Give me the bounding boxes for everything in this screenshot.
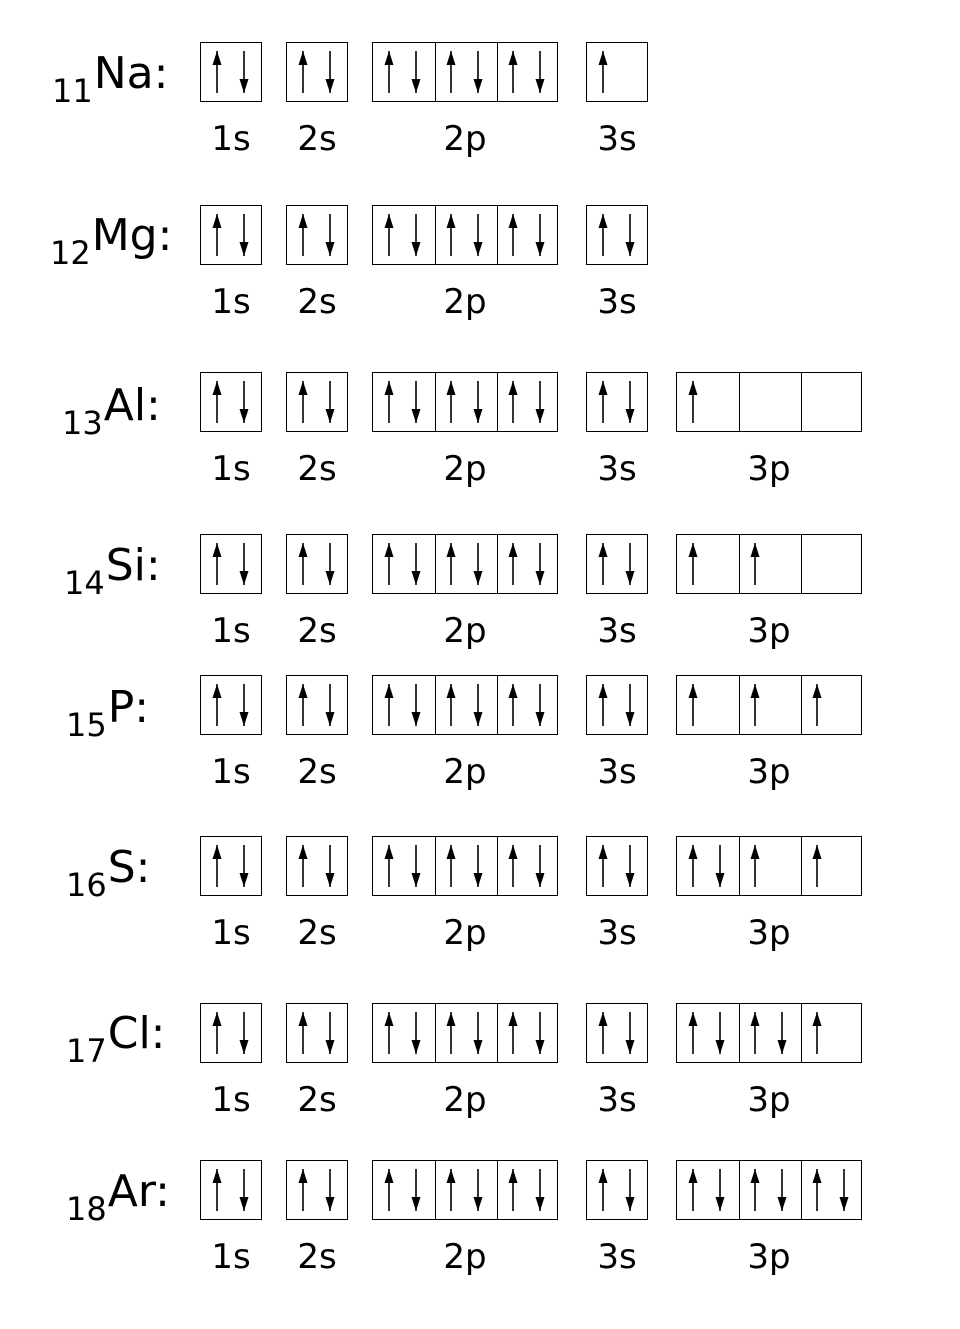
atomic-number: 17 <box>66 1032 107 1070</box>
atomic-number: 11 <box>52 72 93 110</box>
label-colon: : <box>155 1166 170 1217</box>
element-symbol: Mg <box>91 210 158 261</box>
subshell-label-2p: 2p <box>443 449 487 489</box>
spin-up-arrow <box>751 1169 760 1211</box>
subshell-label-3p: 3p <box>747 611 791 651</box>
subshell-label-2p: 2p <box>443 611 487 651</box>
spin-down-arrow <box>240 1169 249 1211</box>
spin-up-arrow <box>385 1169 394 1211</box>
subshell-label-1s: 1s <box>211 282 251 322</box>
subshell-label-1s: 1s <box>211 913 251 953</box>
subshell-label-3p: 3p <box>747 913 791 953</box>
subshell-label-3s: 3s <box>597 1237 637 1277</box>
label-colon: : <box>134 682 150 733</box>
subshell-label-1s: 1s <box>211 1080 251 1120</box>
subshell-label-3s: 3s <box>597 752 637 792</box>
subshell-label-2p: 2p <box>443 1080 487 1120</box>
element-symbol: P <box>107 682 135 733</box>
spin-down-arrow <box>326 1169 335 1211</box>
atomic-number: 16 <box>66 866 107 904</box>
subshell-label-3s: 3s <box>597 913 637 953</box>
spin-down-arrow <box>536 1169 545 1211</box>
subshell-label-3p: 3p <box>747 752 791 792</box>
element-symbol: Al <box>103 380 147 431</box>
atomic-number: 13 <box>62 404 103 442</box>
subshell-label-2p: 2p <box>443 1237 487 1277</box>
spin-down-arrow <box>840 1169 849 1211</box>
spin-down-arrow <box>778 1169 787 1211</box>
label-colon: : <box>150 1008 166 1059</box>
subshell-label-2s: 2s <box>297 1080 337 1120</box>
subshell-label-2s: 2s <box>297 1237 337 1277</box>
label-colon: : <box>146 380 161 431</box>
spin-up-arrow <box>509 1169 518 1211</box>
subshell-label-2s: 2s <box>297 119 337 159</box>
subshell-label-3s: 3s <box>597 282 637 322</box>
atomic-number: 15 <box>66 706 107 744</box>
subshell-label-2p: 2p <box>443 752 487 792</box>
subshell-label-2s: 2s <box>297 752 337 792</box>
spin-down-arrow <box>474 1169 483 1211</box>
spin-up-arrow <box>599 1169 608 1211</box>
element-symbol: Cl <box>107 1008 151 1059</box>
subshell-label-2s: 2s <box>297 282 337 322</box>
spin-up-arrow <box>447 1169 456 1211</box>
spin-down-arrow <box>626 1169 635 1211</box>
subshell-label-1s: 1s <box>211 1237 251 1277</box>
label-colon: : <box>157 210 173 261</box>
spin-down-arrow <box>412 1169 421 1211</box>
subshell-label-3s: 3s <box>597 119 637 159</box>
subshell-label-3p: 3p <box>747 1237 791 1277</box>
spin-up-arrow <box>299 1169 308 1211</box>
subshell-label-2p: 2p <box>443 119 487 159</box>
subshell-label-2s: 2s <box>297 611 337 651</box>
subshell-label-1s: 1s <box>211 752 251 792</box>
subshell-label-3s: 3s <box>597 1080 637 1120</box>
atomic-number: 12 <box>50 234 91 272</box>
subshell-label-2s: 2s <box>297 913 337 953</box>
label-colon: : <box>135 842 151 893</box>
subshell-label-2p: 2p <box>443 913 487 953</box>
spin-up-arrow <box>213 1169 222 1211</box>
spin-up-arrow <box>813 1169 822 1211</box>
subshell-label-1s: 1s <box>211 449 251 489</box>
label-colon: : <box>153 48 169 99</box>
element-symbol: Ar <box>107 1166 156 1217</box>
element-symbol: S <box>107 842 136 893</box>
label-colon: : <box>145 540 161 591</box>
subshell-label-2p: 2p <box>443 282 487 322</box>
element-symbol: Si <box>105 540 146 591</box>
subshell-label-3s: 3s <box>597 611 637 651</box>
atomic-number: 14 <box>64 564 105 602</box>
element-symbol: Na <box>93 48 154 99</box>
spin-up-arrow <box>689 1169 698 1211</box>
atomic-number: 18 <box>66 1190 107 1228</box>
subshell-label-1s: 1s <box>211 119 251 159</box>
subshell-label-3p: 3p <box>747 1080 791 1120</box>
subshell-label-1s: 1s <box>211 611 251 651</box>
subshell-label-3s: 3s <box>597 449 637 489</box>
subshell-label-2s: 2s <box>297 449 337 489</box>
subshell-label-3p: 3p <box>747 449 791 489</box>
spin-down-arrow <box>716 1169 725 1211</box>
